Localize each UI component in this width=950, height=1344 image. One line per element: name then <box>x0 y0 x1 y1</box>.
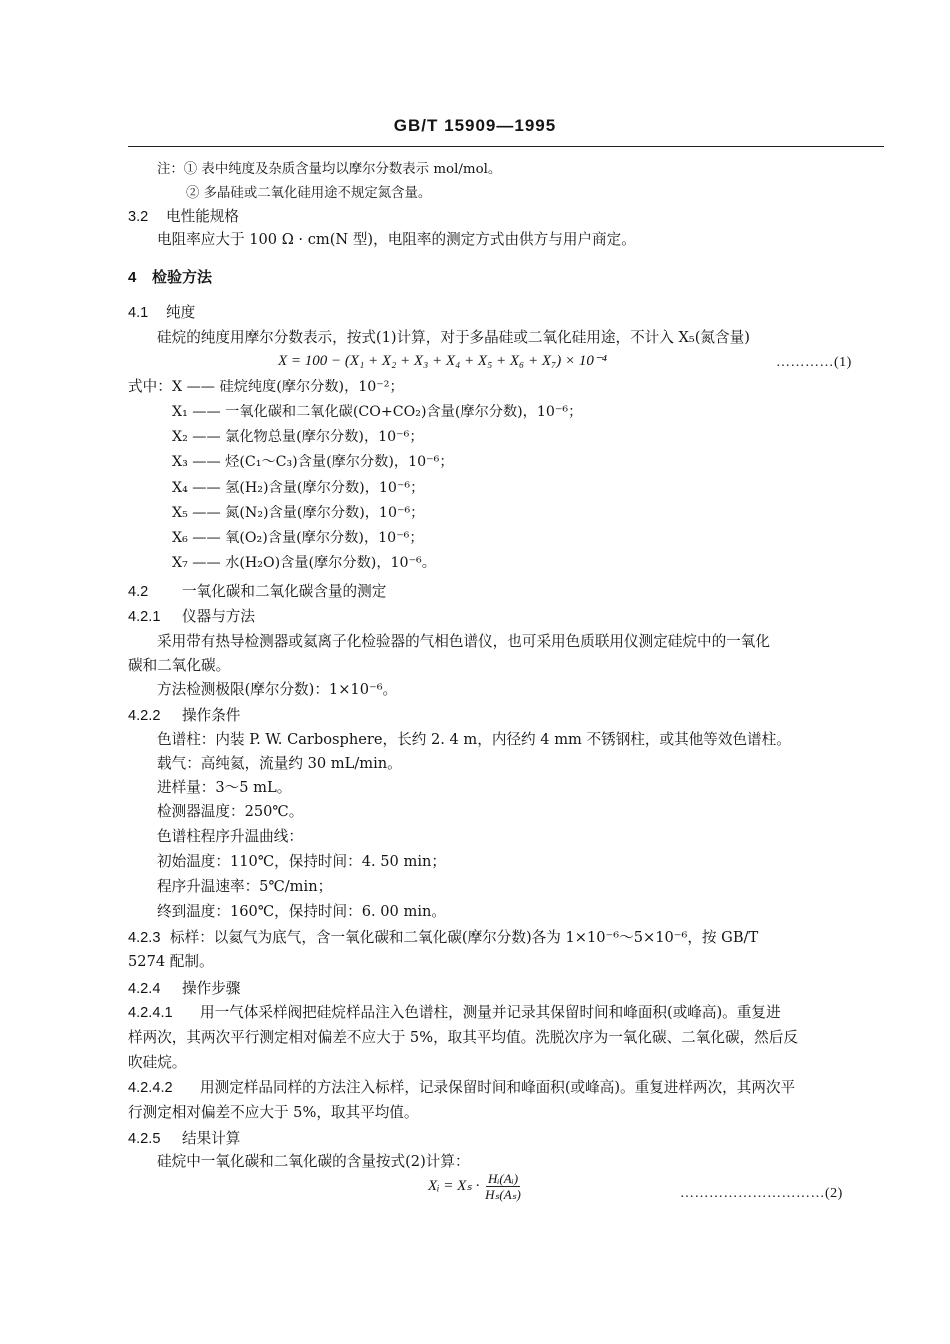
section-4-title: 检验方法 <box>152 268 213 286</box>
formula-1-number: …………(1) <box>776 355 852 370</box>
symbol-x4: X₄ —— 氢(H₂)含量(摩尔分数)，10⁻⁶； <box>172 480 425 496</box>
section-4-1-text: 硅烷的纯度用摩尔分数表示，按式(1)计算，对于多晶硅或二氧化硅用途，不计入 X₅(氮含量) <box>157 329 750 346</box>
section-4-2-5-number: 4.2.5 <box>128 1131 161 1147</box>
condition-ramp-rate: 程序升温速率：5℃/min； <box>157 878 333 895</box>
condition-injection-volume: 进样量：3～5 mL。 <box>157 779 292 796</box>
condition-carrier-gas: 载气：高纯氦，流量约 30 mL/min。 <box>157 755 402 772</box>
section-4-1-title: 纯度 <box>166 304 196 321</box>
section-4-2-4-heading <box>128 977 240 998</box>
formula-2-lhs: Xᵢ = Xₛ · <box>428 1177 480 1194</box>
section-3-2-title: 电性能规格 <box>166 208 239 225</box>
page-header: GB/T 15909—1995 <box>393 116 557 135</box>
condition-initial-temp: 初始温度：110℃，保持时间：4. 50 min； <box>157 853 446 870</box>
symbol-x1: X₁ —— 一氧化碳和二氧化碳(CO+CO₂)含量(摩尔分数)，10⁻⁶； <box>172 404 583 420</box>
formula-2-number: …………………………(2) <box>680 1186 843 1201</box>
condition-detector-temp: 检测器温度：250℃。 <box>157 803 304 820</box>
formula-2-denominator: Hₛ(Aₛ) <box>485 1187 521 1202</box>
section-4-2-3-number: 4.2.3 <box>128 930 161 946</box>
note-2: ② 多晶硅或二氧化硅用途不规定氮含量。 <box>186 186 432 201</box>
section-4-2-1-text-3: 方法检测极限(摩尔分数)：1×10⁻⁶。 <box>157 681 398 698</box>
section-4-2-4-number: 4.2.4 <box>128 981 161 997</box>
section-3-2-heading <box>128 205 239 226</box>
section-4-2-4-2-text-2: 行测定相对偏差不应大于 5%，取其平均值。 <box>128 1104 419 1121</box>
symbol-x: X —— 硅烷纯度(摩尔分数)，10⁻²； <box>172 379 404 395</box>
section-4-2-5-heading <box>128 1127 240 1148</box>
condition-final-temp: 终到温度：160℃，保持时间：6. 00 min。 <box>157 903 446 920</box>
section-4-2-2-heading <box>128 704 240 725</box>
section-4-2-1-text-1: 采用带有热导检测器或氦离子化检验器的气相色谱仪，也可采用色质联用仪测定硅烷中的一氧化 <box>157 633 770 650</box>
section-4-2-1-heading <box>128 605 255 626</box>
section-4-2-4-1-text-3: 吹硅烷。 <box>128 1054 187 1071</box>
symbol-x7: X₇ —— 水(H₂O)含量(摩尔分数)，10⁻⁶。 <box>172 555 436 571</box>
symbol-x5: X₅ —— 氮(N₂)含量(摩尔分数)，10⁻⁶； <box>172 505 425 521</box>
section-4-2-4-1-text-1: 用一气体采样阀把硅烷样品注入色谱柱，测量并记录其保留时间和峰面积(或峰高)。重复进 <box>200 1004 781 1021</box>
section-4-heading <box>128 266 212 287</box>
section-4-2-3-text-1: 标样：以氦气为底气，含一氧化碳和二氧化碳(摩尔分数)各为 1×10⁻⁶～5×10⁻⁶，按 GB/T <box>170 929 759 946</box>
formula-2-numerator: Hᵢ(Aᵢ) <box>487 1171 519 1186</box>
section-4-2-5-text: 硅烷中一氧化碳和二氧化碳的含量按式(2)计算： <box>157 1153 470 1170</box>
section-3-2-text: 电阻率应大于 100 Ω · cm(N 型)，电阻率的测定方式由供方与用户商定。 <box>157 231 636 248</box>
section-4-2-4-title: 操作步骤 <box>182 980 241 997</box>
section-4-2-4-1-text-2: 样两次，其两次平行测定相对偏差不应大于 5%，取其平均值。洗脱次序为一氧化碳、二氧化碳，然后反 <box>128 1029 798 1046</box>
section-4-2-2-title: 操作条件 <box>182 707 241 724</box>
section-4-2-4-2-number: 4.2.4.2 <box>128 1080 173 1096</box>
header-rule <box>128 146 884 147</box>
section-4-2-number: 4.2 <box>128 584 149 600</box>
section-4-2-4-1-line-1 <box>128 1003 781 1023</box>
note-1: 注：① 表中纯度及杂质含量均以摩尔分数表示 mol/mol。 <box>157 162 502 177</box>
section-4-2-3-line-1 <box>128 928 758 948</box>
formula-2-fraction <box>483 1171 523 1202</box>
section-3-2-number: 3.2 <box>128 209 149 225</box>
section-4-2-5-title: 结果计算 <box>182 1130 241 1147</box>
condition-temp-program: 色谱柱程序升温曲线： <box>157 828 303 845</box>
section-4-2-2-number: 4.2.2 <box>128 708 161 724</box>
section-4-2-3-text-2: 5274 配制。 <box>128 953 214 970</box>
section-4-1-heading <box>128 301 195 322</box>
symbol-x6: X₆ —— 氧(O₂)含量(摩尔分数)，10⁻⁶； <box>172 530 424 546</box>
section-4-2-1-title: 仪器与方法 <box>182 608 255 625</box>
formula-1: X = 100 − (X₁ + X₂ + X₃ + X₄ + X₅ + X₆ + X₇) × 10⁻⁴ <box>278 353 608 369</box>
section-4-2-heading <box>128 580 386 601</box>
section-4-2-4-1-number: 4.2.4.1 <box>128 1005 173 1021</box>
symbol-x3: X₃ —— 烃(C₁～C₃)含量(摩尔分数)，10⁻⁶； <box>172 454 454 470</box>
formula-2 <box>428 1171 523 1202</box>
condition-column: 色谱柱：内装 P. W. Carbosphere，长约 2. 4 m，内径约 4 mm 不锈钢柱，或其他等效色谱柱。 <box>157 731 791 748</box>
where-label: 式中： <box>128 378 172 395</box>
section-4-2-1-text-2: 碳和二氧化碳。 <box>128 657 231 674</box>
section-4-2-1-number: 4.2.1 <box>128 609 161 625</box>
section-4-2-4-2-line-1 <box>128 1078 795 1098</box>
section-4-number: 4 <box>128 269 137 286</box>
section-4-2-4-2-text-1: 用测定样品同样的方法注入标样，记录保留时间和峰面积(或峰高)。重复进样两次，其两次平 <box>200 1079 796 1096</box>
section-4-2-title: 一氧化碳和二氧化碳含量的测定 <box>182 583 387 600</box>
symbol-x2: X₂ —— 氯化物总量(摩尔分数)，10⁻⁶； <box>172 429 424 445</box>
section-4-1-number: 4.1 <box>128 305 149 321</box>
